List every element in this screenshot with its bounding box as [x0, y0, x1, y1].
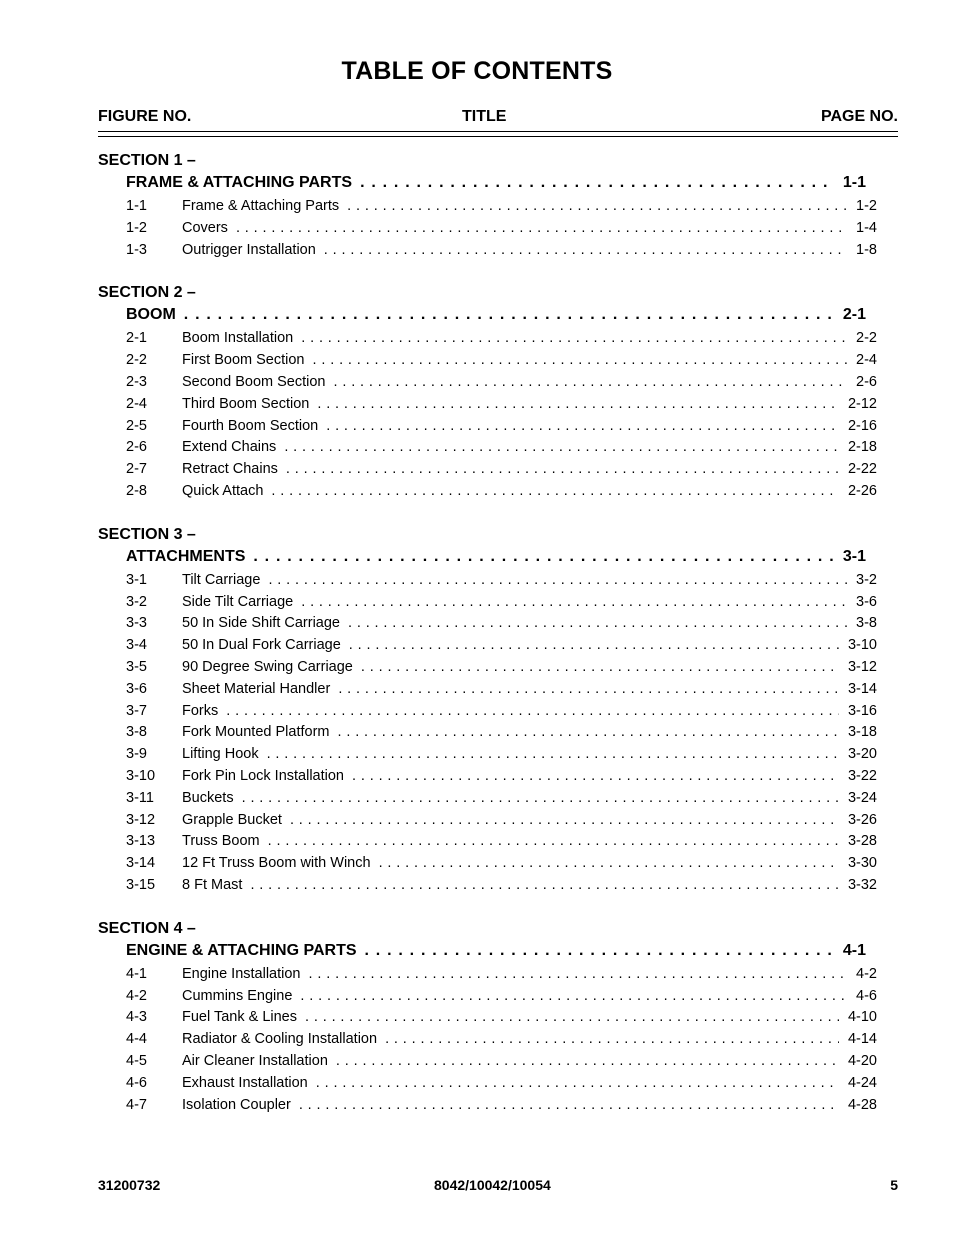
dot-leader	[284, 437, 839, 459]
figure-number: 4-2	[126, 987, 147, 1004]
entry-title: Second Boom Section	[182, 373, 326, 390]
dot-leader	[365, 940, 834, 962]
figure-number: 3-3	[126, 615, 147, 632]
dot-leader	[348, 613, 847, 635]
entry-page-number: 3-8	[856, 615, 877, 632]
entry-title: Truss Boom	[182, 833, 260, 850]
toc-entry[interactable]	[126, 1073, 877, 1095]
entry-page-number: 4-28	[847, 1096, 877, 1113]
dot-leader	[347, 196, 847, 218]
footer-model-numbers: 8042/10042/10054	[434, 1177, 551, 1193]
figure-number: 3-14	[126, 855, 156, 872]
figure-number: 2-2	[126, 352, 147, 369]
entry-title: Isolation Coupler	[182, 1096, 291, 1113]
entry-title: Fork Pin Lock Installation	[182, 767, 344, 784]
dot-leader	[352, 766, 839, 788]
dot-leader	[271, 481, 839, 503]
entry-page-number: 2-4	[856, 352, 877, 369]
toc-entry[interactable]	[126, 701, 877, 723]
entry-page-number: 3-32	[847, 876, 877, 893]
column-header-page-no: PAGE NO.	[820, 108, 898, 125]
toc-section	[0, 524, 954, 897]
entry-page-number: 2-18	[847, 439, 877, 456]
entry-title: Lifting Hook	[182, 746, 259, 763]
dot-leader	[301, 592, 847, 614]
entry-title: 50 In Side Shift Carriage	[182, 615, 340, 632]
figure-number: 4-7	[126, 1096, 147, 1113]
dot-leader	[268, 570, 847, 592]
toc-entry[interactable]	[126, 372, 877, 394]
toc-entry[interactable]	[126, 766, 877, 788]
toc-entry[interactable]	[126, 986, 877, 1008]
toc-entry[interactable]	[126, 459, 877, 481]
dot-leader	[301, 328, 847, 350]
dot-leader	[349, 635, 839, 657]
figure-number: 2-1	[126, 330, 147, 347]
entry-page-number: 3-28	[847, 833, 877, 850]
dot-leader	[313, 350, 848, 372]
toc-entry[interactable]	[126, 831, 877, 853]
toc-entry[interactable]	[126, 1029, 877, 1051]
dot-leader	[305, 1007, 839, 1029]
section-title-row[interactable]	[126, 304, 866, 326]
dot-leader	[324, 240, 847, 262]
dot-leader	[286, 459, 839, 481]
figure-number: 2-4	[126, 395, 147, 412]
toc-list	[0, 150, 954, 1137]
entry-page-number: 4-2	[856, 965, 877, 982]
toc-entry[interactable]	[126, 657, 877, 679]
column-header-figure-no: FIGURE NO.	[98, 108, 192, 125]
dot-leader	[336, 1051, 839, 1073]
toc-section	[0, 150, 954, 261]
dot-leader	[333, 372, 847, 394]
dot-leader	[309, 964, 848, 986]
figure-number: 4-3	[126, 1009, 147, 1026]
figure-number: 3-2	[126, 593, 147, 610]
entry-page-number: 3-14	[847, 680, 877, 697]
entry-page-number: 3-16	[847, 702, 877, 719]
figure-number: 2-7	[126, 461, 147, 478]
figure-number: 3-13	[126, 833, 156, 850]
toc-entry[interactable]	[126, 875, 877, 897]
toc-entry[interactable]	[126, 1095, 877, 1117]
section-label: SECTION 4 –	[98, 919, 196, 937]
toc-entry[interactable]	[126, 416, 877, 438]
section-page-number: 1-1	[842, 174, 866, 191]
entry-page-number: 2-12	[847, 395, 877, 412]
toc-entry[interactable]	[126, 613, 877, 635]
entry-page-number: 3-12	[847, 658, 877, 675]
toc-entry[interactable]	[126, 481, 877, 503]
entry-title: 12 Ft Truss Boom with Winch	[182, 855, 371, 872]
dot-leader	[299, 1095, 839, 1117]
toc-entry[interactable]	[126, 394, 877, 416]
toc-entry[interactable]	[126, 679, 877, 701]
dot-leader	[253, 546, 833, 568]
entry-title: Air Cleaner Installation	[182, 1052, 328, 1069]
dot-leader	[236, 218, 847, 240]
section-label: SECTION 1 –	[98, 152, 196, 169]
section-page-number: 4-1	[842, 941, 866, 959]
figure-number: 1-3	[126, 241, 147, 258]
entry-page-number: 3-10	[847, 637, 877, 654]
entry-page-number: 4-10	[847, 1009, 877, 1026]
dot-leader	[360, 172, 834, 194]
dot-leader	[290, 810, 839, 832]
entry-title: 8 Ft Mast	[182, 876, 243, 893]
toc-entry[interactable]	[126, 722, 877, 744]
dot-leader	[316, 1073, 839, 1095]
figure-number: 3-5	[126, 658, 147, 675]
entry-page-number: 3-6	[856, 593, 877, 610]
dot-leader	[300, 986, 847, 1008]
figure-number: 3-15	[126, 876, 156, 893]
toc-entry[interactable]	[126, 218, 877, 240]
toc-entry[interactable]	[126, 788, 877, 810]
column-header-title: TITLE	[462, 108, 507, 125]
entry-title: Side Tilt Carriage	[182, 593, 294, 610]
entry-title: 90 Degree Swing Carriage	[182, 658, 353, 675]
footer-page-number: 5	[890, 1177, 898, 1193]
figure-number: 4-4	[126, 1031, 147, 1048]
toc-entry[interactable]	[126, 592, 877, 614]
entry-page-number: 3-24	[847, 789, 877, 806]
entry-page-number: 3-18	[847, 724, 877, 741]
dot-leader	[317, 394, 839, 416]
toc-entry[interactable]	[126, 240, 877, 262]
figure-number: 3-7	[126, 702, 147, 719]
section-title-row[interactable]	[126, 172, 866, 194]
entry-title: Third Boom Section	[182, 395, 310, 412]
entry-title: Grapple Bucket	[182, 811, 282, 828]
entry-title: Fork Mounted Platform	[182, 724, 330, 741]
entry-title: Quick Attach	[182, 482, 264, 499]
toc-entry[interactable]	[126, 196, 877, 218]
toc-entry[interactable]	[126, 350, 877, 372]
dot-leader	[337, 722, 838, 744]
figure-number: 3-6	[126, 680, 147, 697]
toc-entry[interactable]	[126, 810, 877, 832]
entry-title: Tilt Carriage	[182, 571, 261, 588]
page-footer	[98, 1177, 898, 1197]
entry-title: Boom Installation	[182, 330, 294, 347]
entry-page-number: 2-6	[856, 373, 877, 390]
figure-number: 1-1	[126, 198, 147, 214]
entry-title: Sheet Material Handler	[182, 680, 331, 697]
figure-number: 3-11	[126, 789, 154, 806]
figure-number: 2-8	[126, 482, 147, 499]
entry-page-number: 3-22	[847, 767, 877, 784]
toc-section	[0, 282, 954, 502]
figure-number: 1-2	[126, 219, 147, 236]
entry-page-number: 1-8	[856, 241, 877, 258]
page-title: TABLE OF CONTENTS	[341, 57, 613, 85]
entry-page-number: 4-14	[847, 1031, 877, 1048]
figure-number: 3-9	[126, 746, 147, 763]
entry-title: Forks	[182, 702, 219, 719]
section-title-row[interactable]	[126, 546, 866, 568]
entry-page-number: 2-26	[847, 482, 877, 499]
figure-number: 4-5	[126, 1052, 147, 1069]
entry-title: Frame & Attaching Parts	[182, 198, 340, 214]
section-title: ENGINE & ATTACHING PARTS	[126, 941, 357, 959]
dot-leader	[184, 304, 834, 326]
header-divider-bottom	[98, 136, 898, 137]
toc-entry[interactable]	[126, 437, 877, 459]
dot-leader	[379, 853, 839, 875]
entry-title: Cummins Engine	[182, 987, 293, 1004]
dot-leader	[361, 657, 839, 679]
entry-page-number: 4-24	[847, 1074, 877, 1091]
entry-title: Outrigger Installation	[182, 241, 316, 258]
column-header	[98, 108, 898, 128]
toc-entry[interactable]	[126, 1007, 877, 1029]
entry-title: Fourth Boom Section	[182, 417, 319, 434]
entry-page-number: 3-20	[847, 746, 877, 763]
entry-title: Fuel Tank & Lines	[182, 1009, 297, 1026]
entry-page-number: 2-16	[847, 417, 877, 434]
entry-page-number: 1-4	[856, 219, 877, 236]
dot-leader	[226, 701, 839, 723]
dot-leader	[250, 875, 839, 897]
section-page-number: 3-1	[842, 547, 866, 565]
toc-entry[interactable]	[126, 1051, 877, 1073]
entry-title: Radiator & Cooling Installation	[182, 1031, 378, 1048]
figure-number: 4-6	[126, 1074, 147, 1091]
section-label: SECTION 3 –	[98, 525, 196, 543]
section-page-number: 2-1	[842, 306, 866, 324]
figure-number: 3-10	[126, 767, 156, 784]
entry-page-number: 4-20	[847, 1052, 877, 1069]
section-label: SECTION 2 –	[98, 284, 196, 302]
figure-number: 3-1	[126, 571, 147, 588]
section-title-row[interactable]	[126, 940, 866, 962]
entry-page-number: 3-30	[847, 855, 877, 872]
figure-number: 3-8	[126, 724, 147, 741]
entry-title: Retract Chains	[182, 461, 278, 478]
entry-title: Extend Chains	[182, 439, 277, 456]
entry-page-number: 1-2	[856, 198, 877, 214]
toc-entry[interactable]	[126, 853, 877, 875]
toc-entry[interactable]	[126, 964, 877, 986]
entry-title: Buckets	[182, 789, 234, 806]
dot-leader	[385, 1029, 839, 1051]
toc-entry[interactable]	[126, 570, 877, 592]
entry-title: Covers	[182, 219, 228, 236]
section-title: FRAME & ATTACHING PARTS	[126, 174, 353, 191]
entry-title: Exhaust Installation	[182, 1074, 308, 1091]
footer-document-number: 31200732	[98, 1177, 161, 1193]
entry-title: 50 In Dual Fork Carriage	[182, 637, 341, 654]
toc-entry[interactable]	[126, 328, 877, 350]
entry-page-number: 3-26	[847, 811, 877, 828]
entry-page-number: 4-6	[856, 987, 877, 1004]
figure-number: 3-12	[126, 811, 156, 828]
toc-section	[0, 918, 954, 1117]
figure-number: 4-1	[126, 965, 147, 982]
figure-number: 3-4	[126, 637, 147, 654]
dot-leader	[338, 679, 839, 701]
entry-title: Engine Installation	[182, 965, 301, 982]
figure-number: 2-3	[126, 373, 147, 390]
entry-page-number: 2-22	[847, 461, 877, 478]
section-title: ATTACHMENTS	[126, 547, 246, 565]
dot-leader	[268, 831, 839, 853]
entry-page-number: 2-2	[856, 330, 877, 347]
section-title: BOOM	[126, 306, 176, 324]
dot-leader	[242, 788, 839, 810]
entry-page-number: 3-2	[856, 571, 877, 588]
figure-number: 2-5	[126, 417, 147, 434]
entry-title: First Boom Section	[182, 352, 305, 369]
dot-leader	[267, 744, 839, 766]
dot-leader	[326, 416, 839, 438]
header-divider-top	[98, 131, 898, 132]
figure-number: 2-6	[126, 439, 147, 456]
toc-entry[interactable]	[126, 744, 877, 766]
toc-entry[interactable]	[126, 635, 877, 657]
